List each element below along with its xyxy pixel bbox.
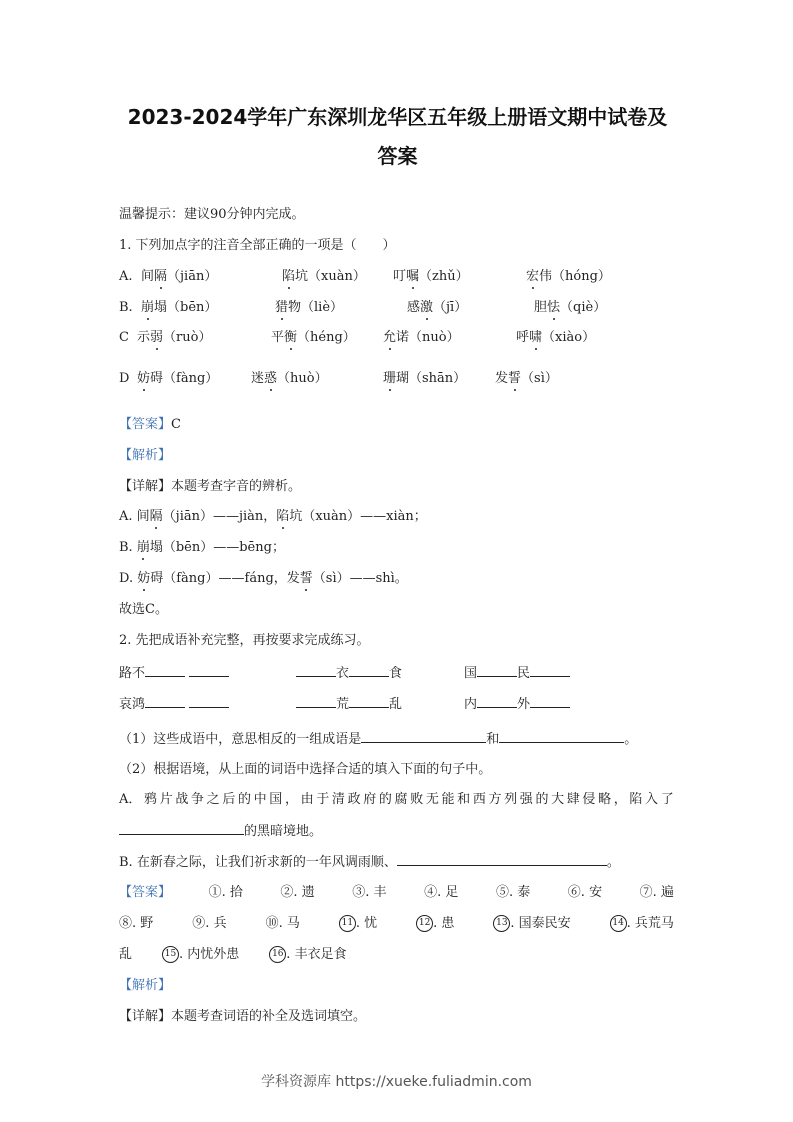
sentence-a-char: 肆 <box>566 792 580 807</box>
sentence-a-char: 大 <box>551 792 565 807</box>
q1-detail-a: A. 间隔（jiān）——jiàn，陷坑（xuàn）——xiàn； <box>119 509 427 524</box>
q2-part1: （1）这些成语中，意思相反的一组成语是 和 。 <box>119 732 638 747</box>
option-d-letter: D <box>119 371 130 386</box>
sentence-a-char: ， <box>284 792 298 807</box>
sentence-a-char: 陷 <box>629 792 643 807</box>
option-d-item-2: 迷惑（huò） <box>251 371 328 386</box>
answer-value: 遍 <box>660 885 674 900</box>
sentence-a-char: 国 <box>269 792 283 807</box>
option-a-letter: A. <box>119 269 133 284</box>
answer-value: 兵 <box>213 916 227 931</box>
option-d-item-1: 妨碍（fàng） <box>137 371 219 386</box>
answer-blank-3[interactable] <box>119 822 244 835</box>
answer-item: 14 . 兵荒马 <box>610 915 674 933</box>
tip: 温馨提示：建议90分钟内完成。 <box>119 207 305 222</box>
q2-sentence-a <box>119 791 674 809</box>
answer-item: ⑥. 安 <box>567 885 603 900</box>
option-a-item-2: 陷坑（xuàn） <box>282 269 366 284</box>
answer-item: 16 . 丰衣足食 <box>269 947 346 962</box>
answer-number: ① <box>208 885 222 900</box>
option-c-item-1: 示弱（ruò） <box>137 330 212 345</box>
q1-answer: 【答案】C <box>119 417 181 432</box>
answer-number: ⑦ <box>639 885 653 900</box>
answer-blank-4[interactable] <box>397 853 607 866</box>
answer-blank-2[interactable] <box>499 730 624 743</box>
footer-source: 学科资源库 https://xueke.fuliadmin.com <box>261 1074 532 1090</box>
answer-value: 遗 <box>301 885 315 900</box>
answer-value: 丰衣足食 <box>294 947 347 962</box>
sentence-a-char: 能 <box>441 792 455 807</box>
option-c-letter: C <box>119 330 129 345</box>
answer-number: 14 <box>610 915 627 932</box>
answer-number: 12 <box>416 915 433 932</box>
idiom-5: 荒 乱 <box>296 695 402 714</box>
q1-detail-d: D. 妨碍（fàng）——fáng，发誓（sì）——shì。 <box>119 571 408 586</box>
sentence-a-char: 后 <box>222 792 236 807</box>
answer-value: 安 <box>589 885 603 900</box>
answer-item: ③. 丰 <box>352 885 387 900</box>
sentence-a-char: 的 <box>378 792 392 807</box>
sentence-a-char: 鸦 <box>144 792 158 807</box>
option-d-item-3: 珊瑚（shān） <box>383 371 467 386</box>
sentence-a-char: 无 <box>425 792 439 807</box>
answer-number: ⑩ <box>265 916 279 931</box>
answer-number: ⑨ <box>192 916 206 931</box>
answer-value: 忧 <box>364 916 378 931</box>
answer-value: 拾 <box>229 885 243 900</box>
answer-value: 兵荒马 <box>634 916 674 931</box>
idiom-3: 国 民 <box>464 664 570 683</box>
answer-number: 15 <box>162 946 179 963</box>
option-a-item-3: 叮嘱（zhǔ） <box>393 269 469 284</box>
q1-detail-b: B. 崩塌（bēn）——bēng； <box>119 540 285 555</box>
answer-item: ⑩. 马 <box>265 916 300 931</box>
answer-item: ①. 拾 <box>208 885 243 900</box>
answer-value: 丰 <box>373 885 387 900</box>
sentence-a-char: 府 <box>363 792 377 807</box>
option-a-item-1: 间隔（jiān） <box>141 269 218 284</box>
idiom-2: 衣 食 <box>296 664 402 683</box>
answer-item <box>119 947 132 962</box>
q1-stem: 1. 下列加点字的注音全部正确的一项是（ ） <box>119 238 396 253</box>
sentence-a-char: 方 <box>488 792 502 807</box>
answer-label: 【答案】 <box>119 417 172 432</box>
answer-blank-1[interactable] <box>361 730 486 743</box>
answer-value: 马 <box>286 916 300 931</box>
answer-number: ③ <box>352 885 366 900</box>
q1-detail: 【详解】本题考查字音的辨析。 <box>119 479 302 494</box>
option-b-item-4: 胆怯（qiè） <box>534 300 607 315</box>
sentence-a-char: 入 <box>645 792 659 807</box>
option-b-item-1: 崩塌（bēn） <box>141 300 218 315</box>
sentence-a-char: 和 <box>457 792 471 807</box>
answer-item: ⑧. 野 <box>119 916 154 931</box>
option-a-item-4: 宏伟（hóng） <box>526 269 611 284</box>
answer-value: 野 <box>140 916 154 931</box>
page-title <box>110 98 685 176</box>
answer-value: 内忧外患 <box>187 947 240 962</box>
sentence-a-char: 败 <box>410 792 424 807</box>
answer-number: 16 <box>269 946 286 963</box>
answer-number: ⑧ <box>119 916 133 931</box>
answer-number: 13 <box>493 915 510 932</box>
q2-part2: （2）根据语境，从上面的词语中选择合适的填入下面的句子中。 <box>119 762 492 777</box>
q2-sentence-b: B. 在新春之际，让我们祈求新的一年风调雨顺、 。 <box>119 855 620 870</box>
sentence-a-char: 的 <box>237 792 251 807</box>
sentence-a-char: 了 <box>660 792 674 807</box>
answer-number: ⑥ <box>567 885 581 900</box>
answer-label: 【答案】 <box>119 885 172 900</box>
sentence-a-char: 政 <box>347 792 361 807</box>
answer-item: 11 . 忧 <box>339 915 377 933</box>
answer-item: ④. 足 <box>424 885 459 900</box>
answer-item: 13 . 国泰民安 <box>493 915 570 933</box>
answer-value: 足 <box>445 885 459 900</box>
answer-item: ②. 遗 <box>280 885 315 900</box>
answer-item: 15 . 内忧外患 <box>162 947 239 962</box>
sentence-a-char: A． <box>119 792 142 807</box>
sentence-a-char: ， <box>613 792 627 807</box>
option-b-item-3: 感激（jī） <box>407 300 468 315</box>
answer-value: 国泰民安 <box>518 916 571 931</box>
sentence-a-char: 战 <box>175 792 189 807</box>
option-c-item-4: 呼啸（xiào） <box>516 330 596 345</box>
sentence-a-char: 西 <box>472 792 486 807</box>
title-line-2: 答案 <box>377 144 418 168</box>
sentence-a-char: 列 <box>504 792 518 807</box>
q2-sentence-a-end: 的黑暗境地。 <box>119 822 322 841</box>
sentence-a-char: 略 <box>598 792 612 807</box>
idiom-4: 哀鸿 <box>119 695 229 714</box>
option-b-letter: B. <box>119 300 133 315</box>
option-c-item-2: 平衡（héng） <box>271 330 356 345</box>
answer-value: 乱 <box>119 947 133 962</box>
sentence-a-char: 片 <box>159 792 173 807</box>
sentence-a-char: 的 <box>535 792 549 807</box>
q2-answer-row-3 <box>119 946 377 964</box>
option-b-item-2: 猎物（liè） <box>275 300 344 315</box>
answer-item: 12 . 患 <box>416 915 454 933</box>
answer-value: 泰 <box>517 885 531 900</box>
answer-item: ⑦. 遍 <box>639 885 674 900</box>
q2-detail: 【详解】本题考查词语的补全及选词填空。 <box>119 1009 367 1024</box>
answer-number: ④ <box>424 885 438 900</box>
sentence-a-char: 强 <box>519 792 533 807</box>
q2-answer-row-1 <box>119 884 674 902</box>
sentence-a-char: 腐 <box>394 792 408 807</box>
title-line-1: 2023-2024学年广东深圳龙华区五年级上册语文期中试卷及 <box>127 105 668 129</box>
q1-conclusion: 故选C。 <box>119 602 168 617</box>
sentence-a-char: 于 <box>316 792 330 807</box>
sentence-a-char: 中 <box>253 792 267 807</box>
answer-number: 11 <box>339 915 356 932</box>
answer-item: ⑤. 泰 <box>495 885 531 900</box>
idiom-6: 内 外 <box>464 695 570 714</box>
answer-number: ⑤ <box>495 885 509 900</box>
q2-answer-row-2 <box>119 915 674 933</box>
sentence-a-char: 争 <box>191 792 205 807</box>
answer-value: 患 <box>441 916 455 931</box>
q1-analysis-label: 【解析】 <box>119 448 172 463</box>
sentence-a-char: 由 <box>300 792 314 807</box>
sentence-a-char: 清 <box>331 792 345 807</box>
option-c-item-3: 允诺（nuò） <box>383 330 460 345</box>
q2-analysis-label: 【解析】 <box>119 978 172 993</box>
sentence-a-char: 之 <box>206 792 220 807</box>
option-d-item-4: 发誓（sì） <box>495 371 558 386</box>
answer-item: ⑨. 兵 <box>192 916 227 931</box>
idiom-1: 路不 <box>119 664 229 683</box>
sentence-a-char: 侵 <box>582 792 596 807</box>
answer-number: ② <box>280 885 294 900</box>
q2-stem: 2. 先把成语补充完整，再按要求完成练习。 <box>119 633 370 648</box>
